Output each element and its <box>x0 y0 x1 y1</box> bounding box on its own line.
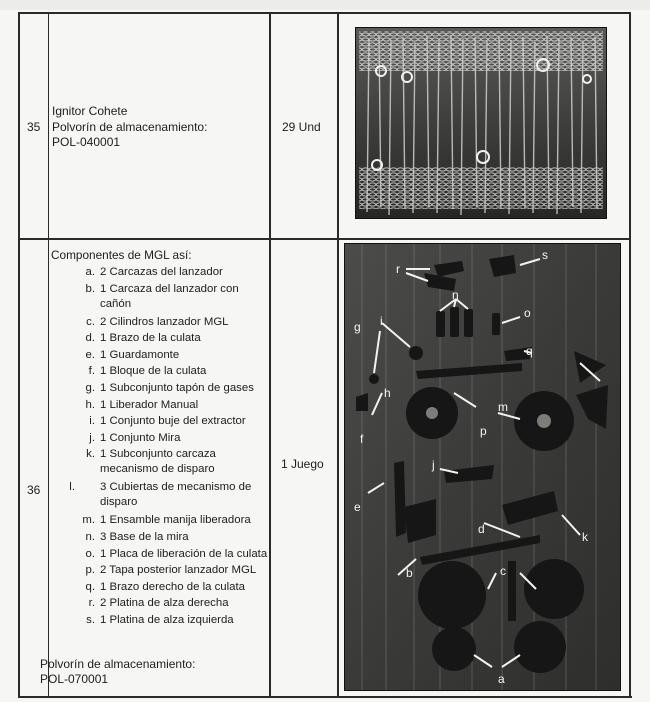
storage-info <box>40 657 195 687</box>
photo-label-h: h <box>384 386 391 400</box>
list-item: o. 1 Placa de liberación de la culata <box>85 547 268 560</box>
photo-label-m: m <box>498 400 508 414</box>
photo-label-g: g <box>354 320 361 334</box>
top-margin <box>0 0 650 10</box>
photo-label-i: i <box>380 314 383 328</box>
list-item: s. 1 Platina de alza izquierda <box>86 613 234 626</box>
row-quantity: 29 Und <box>282 120 321 134</box>
photo-label-b: b <box>406 566 413 580</box>
list-item: b. 1 Carcaza del lanzador con cañón <box>85 282 239 310</box>
storage-code: POL-040001 <box>52 135 121 149</box>
list-item: g. 1 Subconjunto tapón de gases <box>85 381 254 394</box>
mgl-components-photo <box>344 243 621 691</box>
item-name: Ignitor Cohete <box>52 104 128 118</box>
photo-label-f: f <box>360 432 364 446</box>
list-item: c. 2 Cilindros lanzador MGL <box>86 315 229 328</box>
table-border-top <box>18 12 630 14</box>
photo-label-o: o <box>524 306 531 320</box>
row-number: 36 <box>27 483 41 497</box>
photo-label-k: k <box>582 530 588 544</box>
storage-label: Polvorín de almacenamiento: <box>40 657 196 671</box>
mgl-components-image <box>344 243 621 691</box>
photo-label-q: q <box>526 344 533 358</box>
row-quantity: 1 Juego <box>281 457 324 471</box>
list-item: d. 1 Brazo de la culata <box>85 332 201 345</box>
table-border-right <box>629 12 631 697</box>
list-item: n. 3 Base de la mira <box>85 530 189 543</box>
storage-code: POL-070001 <box>40 672 109 686</box>
photo-label-p: p <box>480 424 487 438</box>
list-item: q. 1 Brazo derecho de la culata <box>85 580 246 593</box>
list-item: r. 2 Platina de alza derecha <box>88 597 229 610</box>
components-list <box>40 264 268 629</box>
photo-label-n: n <box>452 288 459 302</box>
row-description <box>52 104 267 151</box>
list-item: a. 2 Carcazas del lanzador <box>85 266 223 278</box>
ignitor-rockets-image <box>355 27 607 219</box>
list-item: k. 1 Subconjunto carcaza mecanismo de disparo <box>86 448 216 476</box>
photo-label-j: j <box>432 458 435 472</box>
list-item: f. 1 Bloque de la culata <box>88 365 207 378</box>
table-row-divider <box>18 238 630 240</box>
photo-label-c: c <box>500 564 506 578</box>
list-item: j. 1 Conjunto Mira <box>89 431 181 444</box>
photo-label-r: r <box>396 262 400 276</box>
list-item: h. 1 Liberador Manual <box>85 398 199 411</box>
photo-label-a: a <box>498 672 505 686</box>
table-border-bottom <box>18 696 632 698</box>
row-number: 35 <box>27 120 41 134</box>
photo-label-s: s <box>542 248 548 262</box>
list-item: e. 1 Guardamonte <box>85 348 180 361</box>
table-col-divider-3 <box>337 12 339 697</box>
table-border-left <box>18 12 20 697</box>
photo-label-e: e <box>354 500 361 514</box>
list-item: i. 1 Conjunto buje del extractor <box>89 415 246 428</box>
list-item: m. 1 Ensamble manija liberadora <box>82 514 251 527</box>
photo-label-d: d <box>478 522 485 536</box>
list-item: l. 3 Cubiertas de mecanismo de disparo <box>69 481 252 509</box>
list-item: p. 2 Tapa posterior lanzador MGL <box>85 564 257 577</box>
storage-label: Polvorín de almacenamiento: <box>52 119 208 134</box>
ignitor-rockets-photo <box>355 27 607 219</box>
components-heading: Componentes de MGL así: <box>51 248 192 262</box>
